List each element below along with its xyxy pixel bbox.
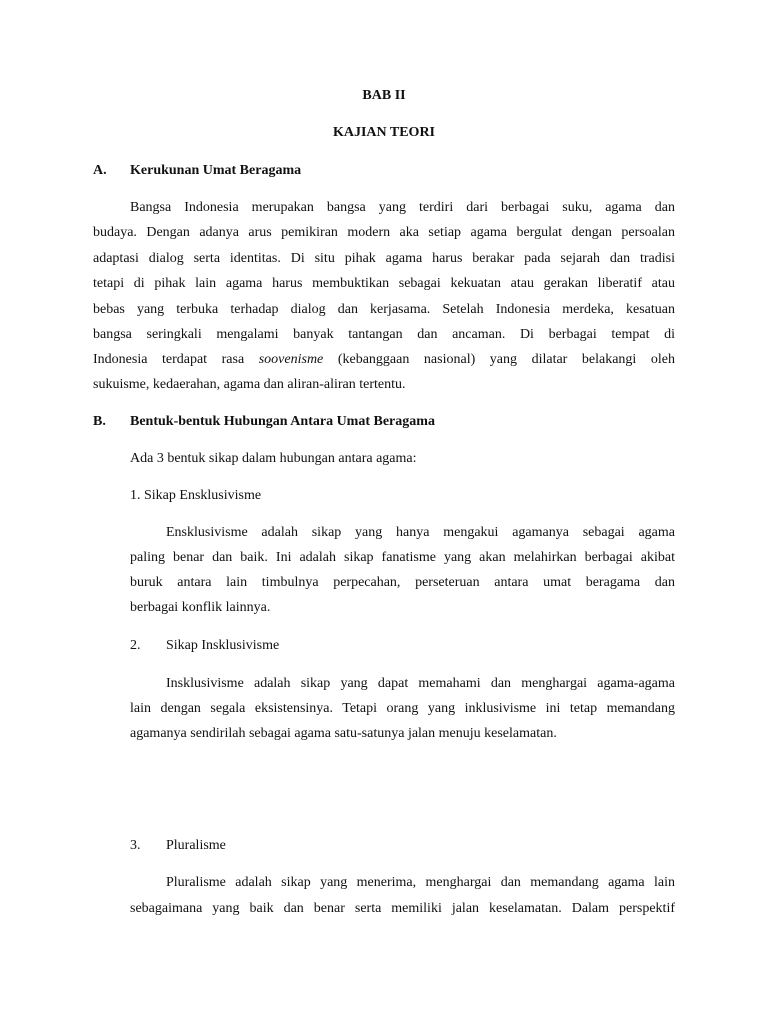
paragraph-line: Bangsa Indonesia merupakan bangsa yang terdiri dari berbagai suku, agama dan	[130, 200, 675, 215]
paragraph-line: Insklusivisme adalah sikap yang dapat memahami dan menghargai agama-agama	[166, 676, 675, 691]
paragraph-line: lain dengan segala eksistensinya. Tetapi orang yang inklusivisme ini tetap memandang	[130, 701, 675, 716]
paragraph-line: bangsa seringkali mengalami banyak tantangan dan ancaman. Di berbagai tempat di	[93, 327, 675, 342]
paragraph-line: berbagai konflik lainnya.	[130, 600, 271, 615]
paragraph-line: buruk antara lain timbulnya perpecahan, perseteruan antara umat beragama dan	[130, 575, 675, 590]
section-a-letter: A.	[93, 163, 107, 178]
section-b-heading: Bentuk-bentuk Hubungan Antara Umat Beragama	[130, 414, 435, 429]
section-b-intro: Ada 3 bentuk sikap dalam hubungan antara agama:	[130, 451, 417, 466]
item-3-number: 3.	[130, 838, 141, 853]
paragraph-line: agamanya sendirilah sebagai agama satu-satunya jalan menuju keselamatan.	[130, 726, 557, 741]
text-span: Indonesia terdapat rasa	[93, 352, 245, 367]
item-1-title: 1. Sikap Ensklusivisme	[130, 488, 262, 503]
item-3-title: Pluralisme	[166, 838, 226, 853]
paragraph-line: bebas yang terbuka terhadap dialog dan kerjasama. Setelah Indonesia merdeka, kesatuan	[93, 302, 675, 317]
section-b-letter: B.	[93, 414, 106, 429]
paragraph-line: tetapi di pihak lain agama harus membuktikan sebagai kekuatan atau gerakan liberatif atau	[93, 276, 675, 291]
paragraph-line	[93, 352, 675, 368]
chapter-label: BAB II	[362, 88, 406, 103]
item-2-number: 2.	[130, 638, 141, 653]
paragraph-line: budaya. Dengan adanya arus pemikiran modern aka setiap agama bergulat dengan persoalan	[93, 225, 675, 240]
italic-term: soovenisme	[258, 352, 324, 367]
paragraph-line: Ensklusivisme adalah sikap yang hanya mengakui agamanya sebagai agama	[166, 525, 675, 540]
text-span: (kebanggaan nasional) yang dilatar belakangi oleh	[337, 352, 675, 367]
paragraph-line: sukuisme, kedaerahan, agama dan aliran-aliran tertentu.	[93, 377, 406, 392]
paragraph-line: Pluralisme adalah sikap yang menerima, menghargai dan memandang agama lain	[166, 875, 675, 890]
paragraph-line: sebagaimana yang baik dan benar serta memiliki jalan keselamatan. Dalam perspektif	[130, 901, 675, 916]
chapter-title: KAJIAN TEORI	[332, 125, 436, 140]
section-a-heading: Kerukunan Umat Beragama	[130, 163, 302, 178]
item-2-title: Sikap Insklusivisme	[166, 638, 280, 653]
paragraph-line: paling benar dan baik. Ini adalah sikap fanatisme yang akan melahirkan berbagai akibat	[130, 550, 675, 565]
paragraph-line: adaptasi dialog serta identitas. Di situ pihak agama harus berakar pada sejarah dan tradisi	[93, 251, 675, 266]
